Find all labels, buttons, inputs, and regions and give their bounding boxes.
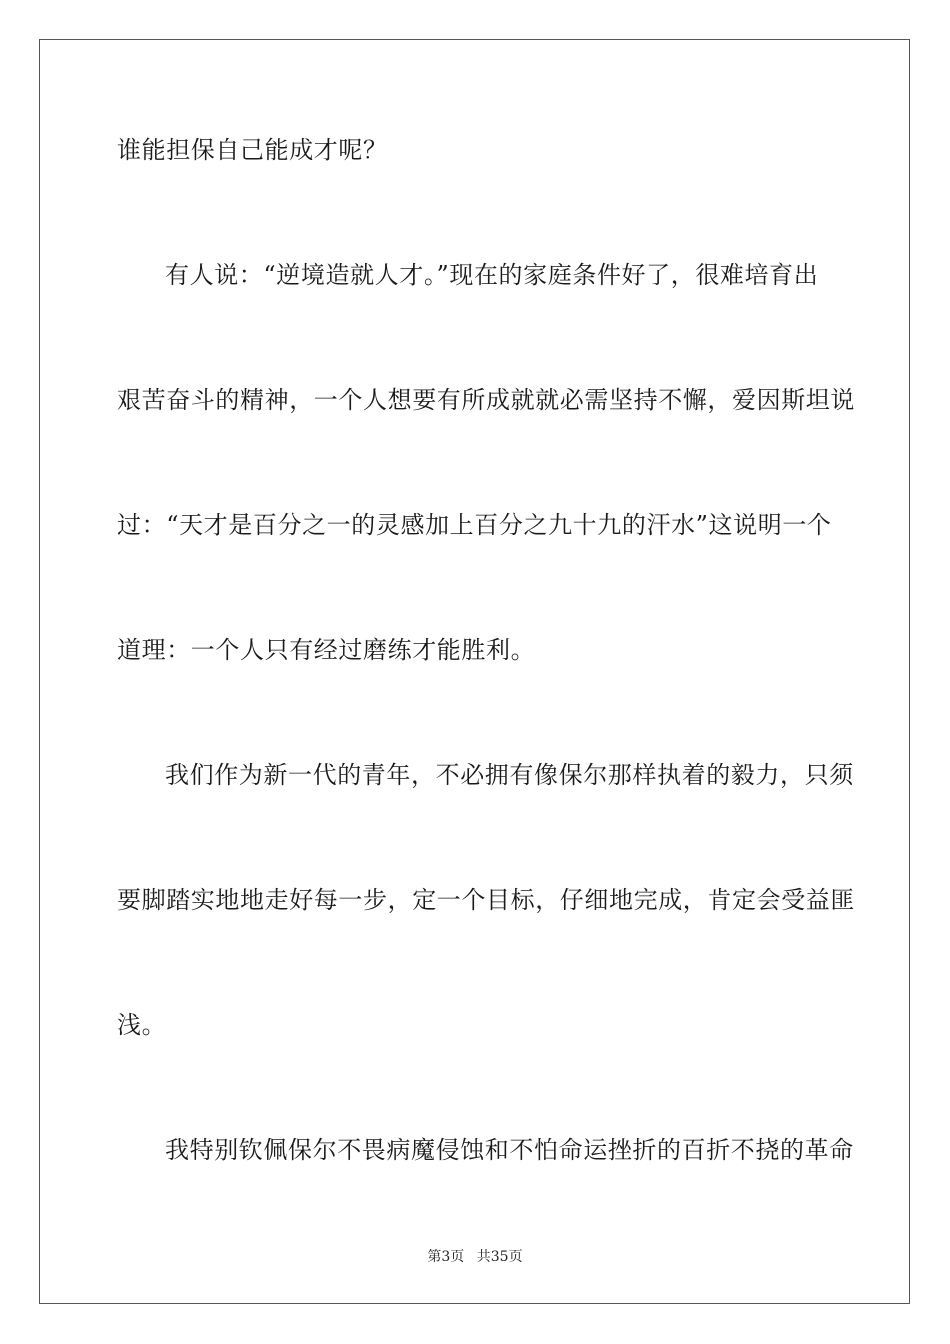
page-border bbox=[39, 39, 910, 1304]
text-line-7: 要脚踏实地地走好每一步，定一个目标，仔细地完成，肯定会受益匪 bbox=[117, 886, 855, 914]
text-line-3: 艰苦奋斗的精神，一个人想要有所成就就必需坚持不懈，爱因斯坦说 bbox=[117, 386, 855, 414]
text-line-5: 道理：一个人只有经过磨练才能胜利。 bbox=[117, 636, 536, 664]
text-line-2: 有人说：“逆境造就人才。”现在的家庭条件好了，很难培育出 bbox=[165, 261, 819, 289]
text-line-1: 谁能担保自己能成才呢？ bbox=[117, 136, 388, 164]
page-total: 共35页 bbox=[476, 1249, 523, 1265]
page-footer bbox=[0, 1248, 950, 1266]
text-line-9: 我特别钦佩保尔不畏病魔侵蚀和不怕命运挫折的百折不挠的革命 bbox=[165, 1136, 854, 1164]
page-number: 第3页 bbox=[427, 1249, 465, 1265]
text-line-6: 我们作为新一代的青年，不必拥有像保尔那样执着的毅力，只须 bbox=[165, 761, 854, 789]
text-line-4: 过：“天才是百分之一的灵感加上百分之九十九的汗水”这说明一个 bbox=[117, 511, 832, 539]
text-line-8: 浅。 bbox=[117, 1011, 167, 1039]
